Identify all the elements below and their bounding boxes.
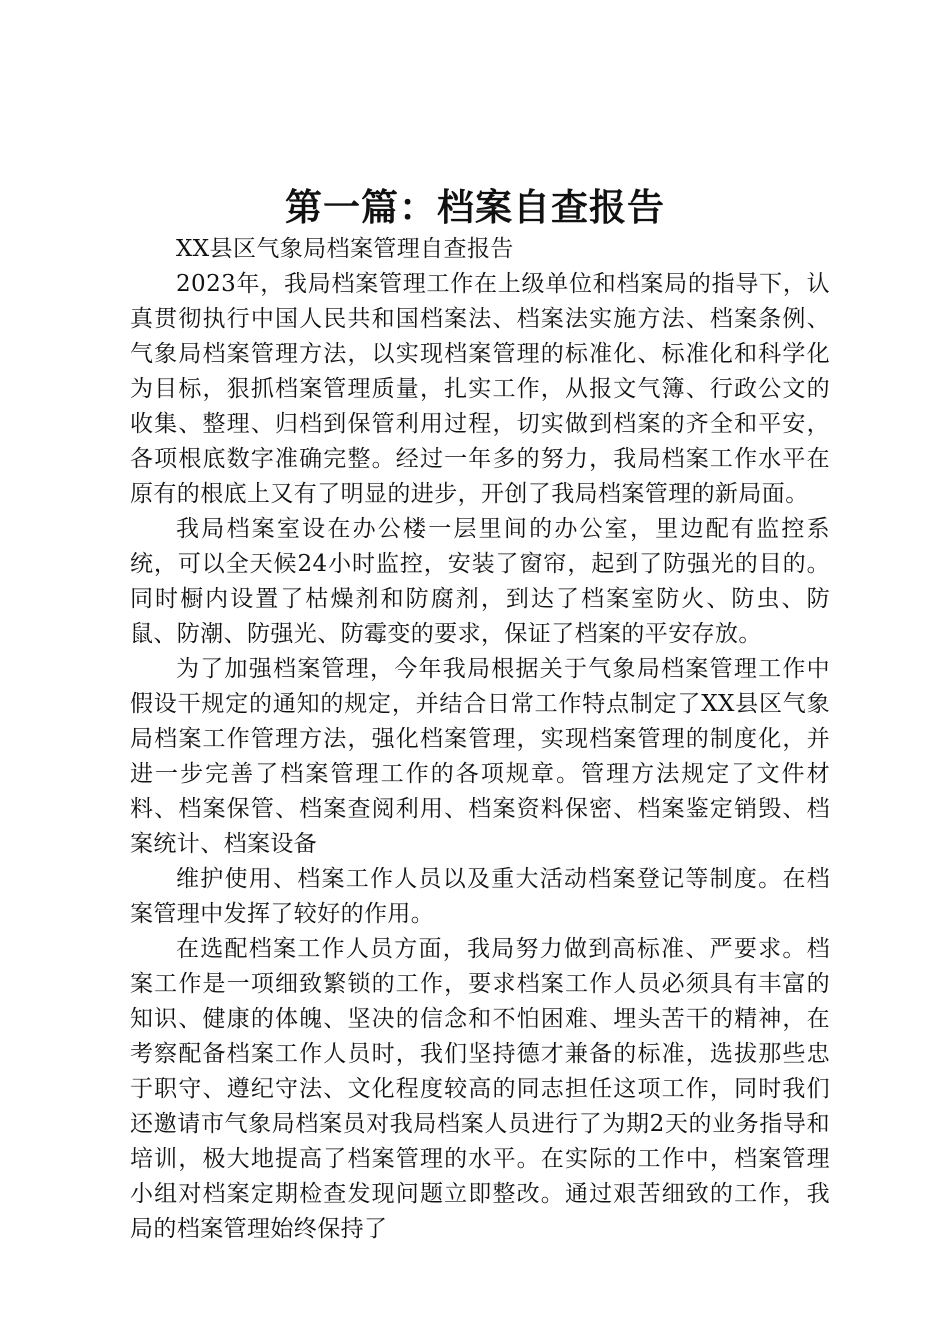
- paragraph-regulations-continued: 维护使用、档案工作人员以及重大活动档案登记等制度。在档案管理中发挥了较好的作用。: [130, 866, 830, 927]
- report-subtitle: XX县区气象局档案管理自查报告: [176, 236, 514, 262]
- paragraph-overview: 2023年，我局档案管理工作在上级单位和档案局的指导下，认真贯彻执行中国人民共和国档案法、档案法实施方法、档案条例、气象局档案管理方法，以实现档案管理的标准化、标准化和科学化为目标，狠抓档案管理质量，扎实工作，从报文气簿、行政公文的收集、整理、归档到保管利用过程，切实做到档案的齐全和平安，各项根底数字准确完整。经过一年多的努力，我局档案工作水平在原有的根底上又有了明显的进步，开创了我局档案管理的新局面。: [130, 271, 830, 507]
- paragraph-regulations: 为了加强档案管理，今年我局根据关于气象局档案管理工作中假设干规定的通知的规定，并结合日常工作特点制定了XX县区气象局档案工作管理方法，强化档案管理，实现档案管理的制度化，并进一步完善了档案管理工作的各项规章。管理方法规定了文件材料、档案保管、档案查阅利用、档案资料保密、档案鉴定销毁、档案统计、档案设备: [130, 656, 830, 857]
- document-title: 第一篇：档案自查报告: [285, 186, 665, 229]
- paragraph-archive-room: 我局档案室设在办公楼一层里间的办公室，里边配有监控系统，可以全天候24小时监控，安装了窗帘，起到了防强光的目的。同时橱内设置了枯燥剂和防腐剂，到达了档案室防火、防虫、防鼠、防潮、防强光、防霉变的要求，保证了档案的平安存放。: [130, 516, 830, 647]
- paragraph-staffing: 在选配档案工作人员方面，我局努力做到高标准、严要求。档案工作是一项细致繁锁的工作，要求档案工作人员必须具有丰富的知识、健康的体魄、坚决的信念和不怕困难、埋头苦干的精神，在考察配备档案工作人员时，我们坚持德才兼备的标准，选拔那些忠于职守、遵纪守法、文化程度较高的同志担任这项工作，同时我们还邀请市气象局档案员对我局档案人员进行了为期2天的业务指导和培训，极大地提高了档案管理的水平。在实际的工作中，档案管理小组对档案定期检查发现问题立即整改。通过艰苦细致的工作，我局的档案管理始终保持了: [130, 936, 830, 1242]
- document-body: [130, 232, 830, 1247]
